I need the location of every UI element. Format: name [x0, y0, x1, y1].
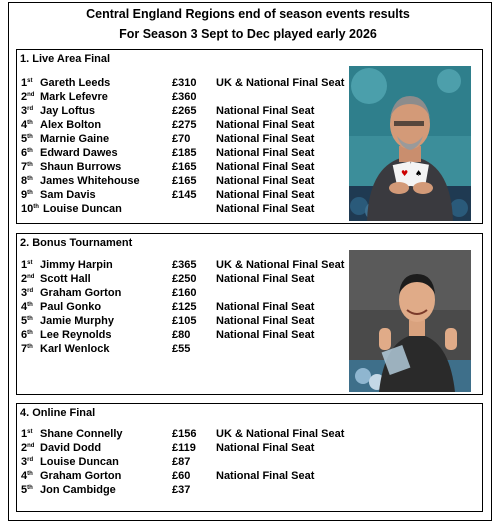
award-seat: National Final Seat: [216, 147, 315, 159]
prize-amount: £365: [172, 259, 197, 271]
player-name: Scott Hall: [40, 273, 91, 285]
prize-amount: £119: [172, 442, 196, 454]
player-name: Karl Wenlock: [40, 343, 110, 355]
page-title: Central England Regions end of season events results: [86, 7, 410, 21]
position-suffix: th: [27, 316, 33, 322]
prize-amount: £70: [172, 133, 191, 145]
position-number: 2: [21, 91, 28, 103]
winner-photo: [349, 250, 471, 392]
award-seat: UK & National Final Seat: [216, 428, 345, 440]
prize-amount: £165: [172, 161, 197, 173]
player-name: Jimmy Harpin: [40, 259, 113, 271]
position-suffix: th: [27, 148, 33, 154]
position-suffix: th: [27, 134, 33, 140]
player-name: Paul Gonko: [40, 301, 102, 313]
position-number: 7: [21, 161, 28, 173]
player-name: Marnie Gaine: [40, 133, 110, 145]
position-number: 3: [21, 287, 28, 299]
award-seat: National Final Seat: [216, 105, 315, 117]
position-number: 1: [21, 428, 28, 440]
position-number: 2: [21, 442, 28, 454]
player-name: Alex Bolton: [40, 119, 102, 131]
position-number: 10: [21, 203, 34, 215]
player-name: Shaun Burrows: [40, 161, 122, 173]
position-suffix: nd: [27, 443, 35, 449]
player-name: Shane Connelly: [40, 428, 123, 440]
position-number: 3: [21, 456, 28, 468]
player-name: Louise Duncan: [40, 456, 119, 468]
award-seat: National Final Seat: [216, 189, 315, 201]
award-seat: National Final Seat: [216, 470, 315, 482]
prize-amount: £165: [172, 175, 197, 187]
position-suffix: th: [33, 204, 39, 210]
player-name: Lee Reynolds: [40, 329, 112, 341]
position-suffix: th: [27, 330, 33, 336]
award-seat: National Final Seat: [216, 329, 315, 341]
prize-amount: £87: [172, 456, 191, 468]
position-suffix: th: [27, 471, 33, 477]
prize-amount: £156: [172, 428, 197, 440]
position-number: 6: [21, 329, 28, 341]
winner-photo: [349, 66, 471, 221]
prize-amount: £160: [172, 287, 197, 299]
section-title: 4. Online Final: [20, 407, 96, 419]
svg-text:♠: ♠: [415, 169, 423, 178]
page-subtitle: For Season 3 Sept to Dec played early 2026: [119, 27, 377, 41]
player-name: Sam Davis: [40, 189, 96, 201]
player-name: Mark Lefevre: [40, 91, 108, 103]
player-name: Gareth Leeds: [40, 77, 111, 89]
award-seat: National Final Seat: [216, 119, 315, 131]
svg-text:♥: ♥: [401, 169, 409, 178]
award-seat: National Final Seat: [216, 175, 315, 187]
position-number: 5: [21, 315, 28, 327]
prize-amount: £275: [172, 119, 197, 131]
prize-amount: £265: [172, 105, 197, 117]
position-suffix: th: [27, 485, 33, 491]
player-name: Edward Dawes: [40, 147, 118, 159]
award-seat: National Final Seat: [216, 442, 315, 454]
position-suffix: st: [27, 429, 33, 435]
award-seat: UK & National Final Seat: [216, 259, 345, 271]
position-number: 7: [21, 343, 28, 355]
prize-amount: £250: [172, 273, 197, 285]
award-seat: National Final Seat: [216, 203, 315, 215]
position-number: 2: [21, 273, 28, 285]
award-seat: National Final Seat: [216, 315, 315, 327]
prize-amount: £310: [172, 77, 197, 89]
prize-amount: £80: [172, 329, 191, 341]
section-title: 2. Bonus Tournament: [20, 237, 133, 249]
section-bonus-tournament: [16, 233, 483, 395]
position-number: 8: [21, 175, 28, 187]
award-seat: UK & National Final Seat: [216, 77, 345, 89]
position-number: 9: [21, 189, 28, 201]
position-suffix: rd: [27, 288, 34, 294]
player-name: Louise Duncan: [43, 203, 122, 215]
position-suffix: th: [27, 176, 33, 182]
position-number: 4: [21, 470, 28, 482]
award-seat: National Final Seat: [216, 301, 315, 313]
position-number: 6: [21, 147, 28, 159]
position-suffix: st: [27, 260, 33, 266]
section-online-final: [16, 403, 483, 512]
prize-amount: £60: [172, 470, 191, 482]
player-name: Jay Loftus: [40, 105, 96, 117]
position-number: 5: [21, 133, 28, 145]
position-suffix: rd: [27, 457, 34, 463]
player-name: David Dodd: [40, 442, 102, 454]
award-seat: National Final Seat: [216, 161, 315, 173]
section-title: 1. Live Area Final: [20, 53, 111, 65]
position-suffix: th: [27, 162, 33, 168]
position-suffix: th: [27, 120, 33, 126]
position-suffix: st: [27, 78, 33, 84]
position-suffix: th: [27, 344, 33, 350]
player-name: Jamie Murphy: [40, 315, 114, 327]
prize-amount: £37: [172, 484, 191, 496]
section-live-area-final: [16, 49, 483, 224]
position-suffix: nd: [27, 274, 35, 280]
position-number: 1: [21, 259, 28, 271]
position-number: 5: [21, 484, 28, 496]
award-seat: National Final Seat: [216, 273, 315, 285]
award-seat: National Final Seat: [216, 133, 315, 145]
position-suffix: th: [27, 302, 33, 308]
prize-amount: £55: [172, 343, 191, 355]
prize-amount: £360: [172, 91, 197, 103]
result-position: [21, 203, 43, 215]
player-name: Jon Cambidge: [40, 484, 116, 496]
player-name: Graham Gorton: [40, 287, 122, 299]
prize-amount: £145: [172, 189, 197, 201]
position-suffix: rd: [27, 106, 34, 112]
prize-amount: £105: [172, 315, 197, 327]
position-suffix: nd: [27, 92, 35, 98]
position-suffix: th: [27, 190, 33, 196]
position-number: 4: [21, 301, 28, 313]
player-name: James Whitehouse: [40, 175, 140, 187]
position-number: 1: [21, 77, 28, 89]
position-number: 4: [21, 119, 28, 131]
prize-amount: £185: [172, 147, 197, 159]
position-number: 3: [21, 105, 28, 117]
player-name: Graham Gorton: [40, 470, 122, 482]
prize-amount: £125: [172, 301, 197, 313]
